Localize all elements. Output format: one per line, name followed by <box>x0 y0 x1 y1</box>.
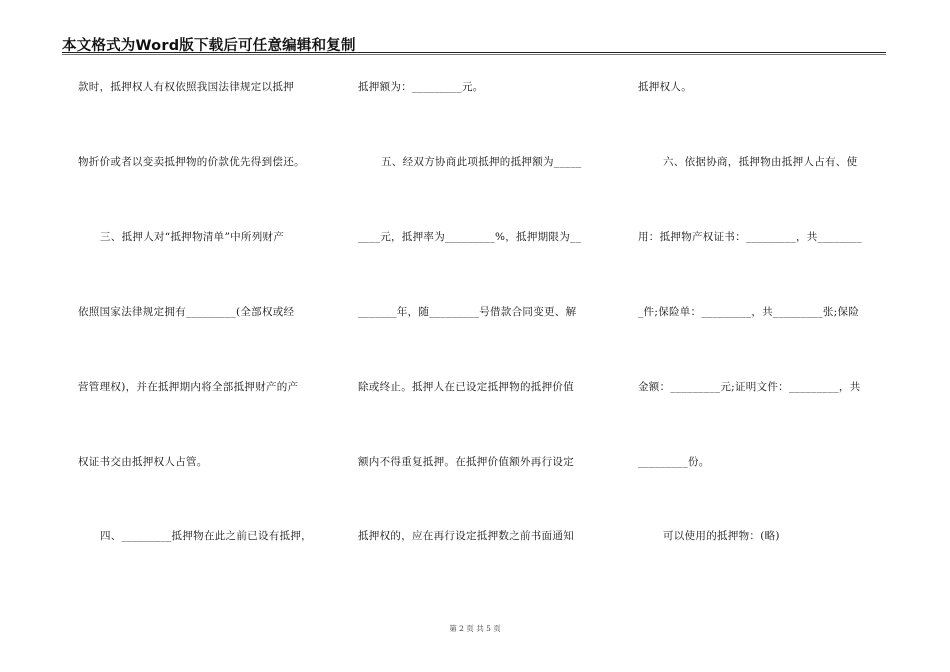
column-2-line-6: 额内不得重复抵押。在抵押价值额外再行设定 <box>358 456 574 468</box>
column-2-line-1: 抵押额为：_________元。 <box>358 81 484 93</box>
column-3-line-3: 用：抵押物产权证书：_________，共________ <box>638 231 862 243</box>
column-1-line-4: 依照国家法律规定拥有_________(全部权或经 <box>78 306 295 318</box>
column-1-line-6: 权证书交由抵押权人占管。 <box>78 456 208 468</box>
column-1-line-1: 款时，抵押权人有权依照我国法律规定以抵押 <box>78 81 294 93</box>
column-1-line-3: 三、抵押人对“抵押物清单”中所列财产 <box>100 231 285 243</box>
column-2-line-5: 除或终止。抵押人在已设定抵押物的抵押价值 <box>358 381 574 393</box>
column-3-line-5: 金额：_________元;证明文件：_________，共 <box>638 381 861 393</box>
column-2-line-3: ____元，抵押率为_________%，抵押期限为__ <box>358 231 582 243</box>
column-3-line-2: 六、依据协商，抵押物由抵押人占有、使 <box>663 156 858 168</box>
column-1-line-5: 营管理权)，并在抵押期内将全部抵押财产的产 <box>78 381 299 393</box>
page-number-footer: 第 2 页 共 5 页 <box>449 624 501 633</box>
column-3-line-6: _________份。 <box>638 456 710 468</box>
column-2-line-7: 抵押权的，应在再行设定抵押数之前书面通知 <box>358 530 574 542</box>
column-3-line-1: 抵押权人。 <box>638 81 692 93</box>
page-header-title: 本文格式为Word版下载后可任意编辑和复制 <box>62 38 356 54</box>
column-1-line-2: 物折价或者以变卖抵押物的价款优先得到偿还。 <box>78 156 305 168</box>
column-2-line-4: _______年，随_________号借款合同变更、解 <box>358 306 577 318</box>
column-2-line-2: 五、经双方协商此项抵押的抵押额为_____ <box>381 156 582 168</box>
column-1-line-7: 四、_________抵押物在此之前已设有抵押， <box>100 530 312 542</box>
column-3-line-4: _件;保险单：_________，共_________张;保险 <box>638 306 860 318</box>
column-3-line-7: 可以使用的抵押物：(略) <box>663 530 780 542</box>
